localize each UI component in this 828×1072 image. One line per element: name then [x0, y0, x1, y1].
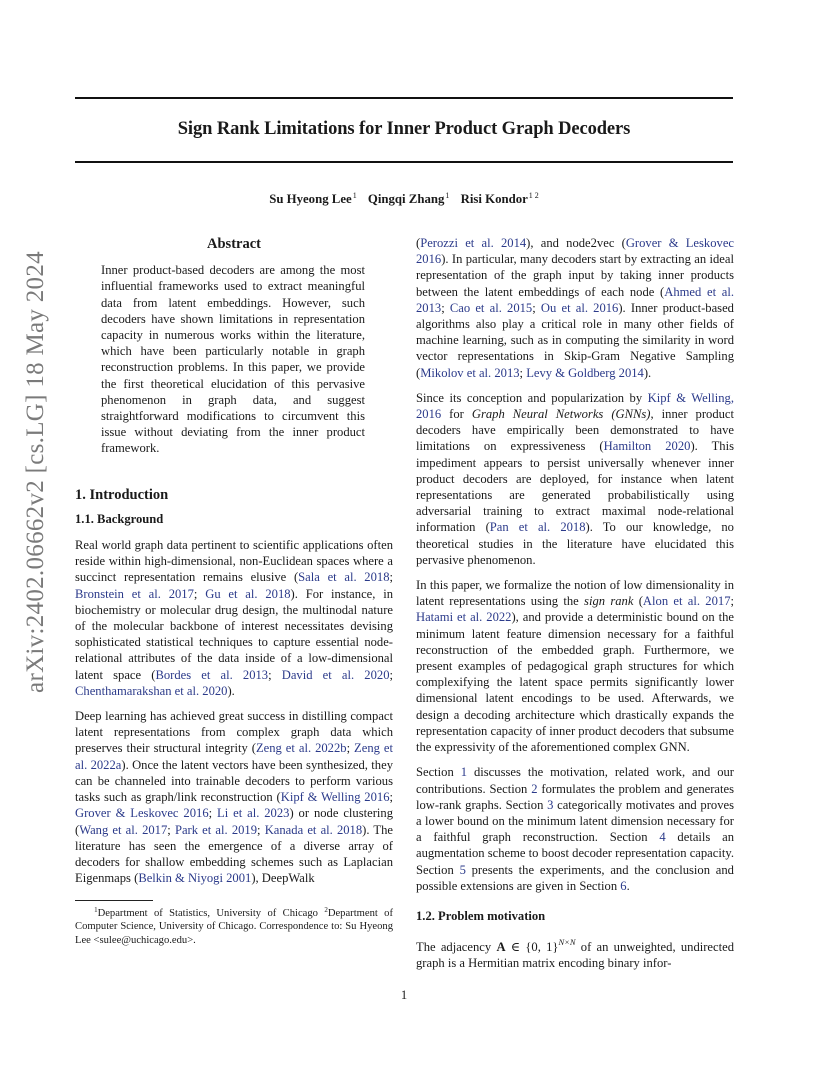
- citation-link[interactable]: Zeng et al. 2022b: [255, 741, 347, 756]
- affiliation-footnote: [75, 904, 393, 947]
- text: ). This impediment appears to persist universally whenever inner product decoders are deployed, for instance when latent representations are generated probabilistically using adversarial training to extract maximal node-relational information (: [416, 439, 734, 535]
- text: ;: [346, 741, 355, 756]
- text: ).: [227, 683, 235, 698]
- citation-link[interactable]: Hamilton 2020: [603, 439, 691, 454]
- abstract-heading: Abstract: [207, 236, 261, 252]
- citation-link[interactable]: Kanada et al. 2018: [264, 822, 363, 837]
- paragraph: [416, 390, 734, 568]
- text: details an augmentation scheme to boost decoder representation capacity. Section: [416, 830, 734, 877]
- text: ;: [268, 667, 282, 682]
- text: Department of Statistics, University of Chicago: [97, 908, 325, 919]
- emphasis: sign rank: [584, 594, 634, 609]
- paragraph: [416, 235, 734, 381]
- citation-link[interactable]: Grover & Leskovec 2016: [416, 236, 734, 267]
- section-ref-link[interactable]: 4: [659, 830, 666, 845]
- text: ;: [257, 822, 265, 837]
- text: ).: [643, 365, 652, 380]
- citation-link[interactable]: Alon et al. 2017: [642, 594, 731, 609]
- citation-link[interactable]: Kipf & Welling 2016: [280, 790, 390, 805]
- emphasis: Graph Neural Networks (GNNs): [471, 407, 651, 422]
- text: discusses the motivation, related work, and our contributions. Section: [416, 765, 734, 796]
- section-ref-link[interactable]: 1: [460, 765, 468, 780]
- text: .: [626, 878, 630, 893]
- paper-title: Sign Rank Limitations for Inner Product Graph Decoders: [177, 119, 631, 139]
- citation-link[interactable]: Kipf & Welling, 2016: [416, 390, 734, 422]
- paragraph: [75, 708, 393, 886]
- author-affiliation: 1: [445, 191, 450, 200]
- text: ). The literature has seen the emergence of a diverse array of decoders for shallow embedding schemes such as Laplacian Eigenmaps (: [75, 822, 394, 886]
- citation-link[interactable]: Pan et al. 2018: [489, 520, 586, 535]
- author: [269, 192, 356, 206]
- citation-link[interactable]: Park et al. 2019: [174, 822, 258, 837]
- math-symbol: A: [496, 940, 506, 955]
- text: of an unweighted, undirected graph is a Hermitian matrix encoding binary infor-: [416, 940, 734, 971]
- citation-link[interactable]: Grover & Leskovec 2016: [75, 806, 209, 821]
- text: ;: [167, 822, 175, 837]
- abstract-text: Inner product-based decoders are among the most influential frameworks used to extract meaningful data from latent embeddings. However, such decoders have shown limitations in representation capacity in numerous works within the literature, which have been particularly notable in graph reconstruction problems. In this paper, we provide the first theoretical elucidation of this pervasive phenomenon in graph data, and suggest straightforward modifications to circumvent this issue without deviating from the inner product framework.: [101, 263, 365, 456]
- text: ). Once the latent vectors have been synthesized, they can be channeled into trainable decoders to perform various tasks such as graph/link reconstruction (: [75, 757, 393, 805]
- text: Department of Computer Science, University of Chicago. Correspondence to: Su Hyeong Lee <sulee@uchicago.edu>.: [75, 908, 393, 946]
- author-affiliation: 1: [352, 191, 357, 200]
- author: [461, 192, 539, 206]
- text: categorically motivates and proves a lower bound on the minimum latent dimension necessary for a faithful graph reconstruction. Section: [416, 797, 734, 845]
- text: ). To our knowledge, no theoretical studies in the literature have elucidated this pervasive phenomenon.: [416, 520, 734, 567]
- text: ). In particular, many decoders start by extracting an ideal representation of the graph input by taking inner products between the latent embeddings of each node (: [416, 252, 734, 299]
- section-heading-introduction: 1. Introduction: [75, 486, 169, 503]
- text: ), DeepWalk: [251, 871, 315, 886]
- citation-link[interactable]: Chenthamarakshan et al. 2020: [75, 683, 228, 698]
- text: ;: [389, 570, 393, 585]
- text: ) or node clustering (: [75, 806, 393, 837]
- text: (: [416, 236, 421, 250]
- footnote-marker: 2: [324, 906, 328, 914]
- author-affiliation: 1 2: [528, 191, 539, 200]
- text: ;: [208, 806, 218, 821]
- author-name: Su Hyeong Lee: [269, 192, 352, 206]
- arxiv-stamp: arXiv:2402.06662v2 [cs.LG] 18 May 2024: [22, 251, 49, 693]
- math-expression: ∈ {0, 1}: [505, 940, 559, 955]
- citation-link[interactable]: Zeng et al. 2022a: [75, 741, 393, 772]
- text: for: [441, 407, 472, 422]
- author-list: [75, 191, 733, 207]
- paragraph: [416, 577, 734, 755]
- citation-link[interactable]: Hatami et al. 2022: [416, 610, 512, 625]
- citation-link[interactable]: Ou et al. 2016: [540, 300, 619, 315]
- author-name: Risi Kondor: [460, 192, 528, 206]
- text: Since its conception and popularization by: [416, 390, 648, 405]
- text: ;: [389, 790, 393, 805]
- math-superscript: N×N: [558, 937, 576, 948]
- page-number: 1: [400, 988, 408, 1002]
- footnote-rule: [75, 900, 153, 901]
- citation-link[interactable]: David et al. 2020: [281, 667, 390, 682]
- citation-link[interactable]: Gu et al. 2018: [205, 586, 291, 601]
- citation-link[interactable]: Li et al. 2023: [217, 806, 290, 821]
- section-ref-link[interactable]: 2: [531, 781, 538, 796]
- text: ;: [730, 594, 734, 609]
- citation-link[interactable]: Wang et al. 2017: [79, 822, 168, 837]
- text: (: [633, 594, 643, 609]
- author-name: Qingqi Zhang: [367, 192, 445, 206]
- subsection-heading-background: 1.1. Background: [75, 511, 164, 526]
- text: ;: [532, 300, 541, 315]
- text: ;: [193, 586, 206, 601]
- text: , inner product decoders have empirically been demonstrated to have limitations on expressiveness (: [416, 407, 735, 454]
- paragraph: [416, 764, 734, 894]
- section-ref-link[interactable]: 5: [459, 862, 466, 877]
- text: Deep learning has achieved great success in distilling compact latent representations from complex graph data which preserves their structural integrity (: [75, 709, 393, 756]
- section-ref-link[interactable]: 3: [547, 797, 554, 812]
- text: In this paper, we formalize the notion of low dimensionality in latent representations using the: [416, 578, 734, 609]
- text: ), and provide a deterministic bound on the minimum latent feature dimension necessary for a faithful reconstruction of the embedded graph. Furthermore, we present examples of pedagogical graph structures for which complexifying the latent space permits significantly lower dimensional latent encodings to be used. Afterwards, we design a decoding architecture which drastically expands the representation capacity of inner product decoders that subsume the expressivity of the aforementioned complex GNN.: [416, 610, 734, 755]
- citation-link[interactable]: Bordes et al. 2013: [155, 667, 269, 682]
- title-top-rule: [75, 97, 733, 99]
- left-column: [75, 236, 393, 895]
- citation-link[interactable]: Levy & Goldberg 2014: [526, 365, 644, 380]
- footnote-marker: 1: [94, 906, 98, 914]
- section-ref-link[interactable]: 6: [620, 878, 627, 893]
- title-bottom-rule: [75, 161, 733, 163]
- citation-link[interactable]: Bronstein et al. 2017: [75, 586, 194, 601]
- citation-link[interactable]: Cao et al. 2015: [449, 300, 533, 315]
- citation-link[interactable]: Perozzi et al. 2014: [420, 236, 527, 250]
- text: ), and node2vec (: [526, 236, 626, 250]
- text: ;: [441, 300, 450, 315]
- text: ). Inner product-based algorithms also play a critical role in many other fields of machine learning, such as in computing the similarity in word vector representations in Skip-Gram Negative Sampling (: [416, 300, 734, 380]
- text: formulates the problem and generates low-rank graphs. Section: [416, 781, 735, 812]
- citation-link[interactable]: Belkin & Niyogi 2001: [138, 871, 252, 886]
- right-column: [416, 235, 734, 981]
- text: The adjacency: [416, 940, 497, 955]
- citation-link[interactable]: Ahmed et al. 2013: [416, 284, 734, 315]
- text: presents the experiments, and the conclusion and possible extensions are given in Section: [416, 862, 734, 893]
- text: Section: [416, 765, 461, 780]
- citation-link[interactable]: Sala et al. 2018: [298, 570, 390, 585]
- citation-link[interactable]: Mikolov et al. 2013: [420, 365, 520, 380]
- text: ;: [519, 365, 527, 380]
- paragraph: [416, 934, 734, 971]
- text: ;: [389, 667, 393, 682]
- subsection-heading-problem-motivation: 1.2. Problem motivation: [416, 908, 546, 923]
- text: Real world graph data pertinent to scientific applications often reside within high-dimensional, non-Euclidean spaces where a succinct representation remains elusive (: [75, 538, 393, 585]
- paragraph: [75, 537, 393, 699]
- author: [368, 192, 449, 206]
- text: ). For instance, in biochemistry or molecular drug design, the multinodal nature of the molecular backbone of interest necessitates devising sophisticated statistical techniques to capture essential node-relational attributes of the data inside of a low-dimensional latent space (: [75, 586, 393, 682]
